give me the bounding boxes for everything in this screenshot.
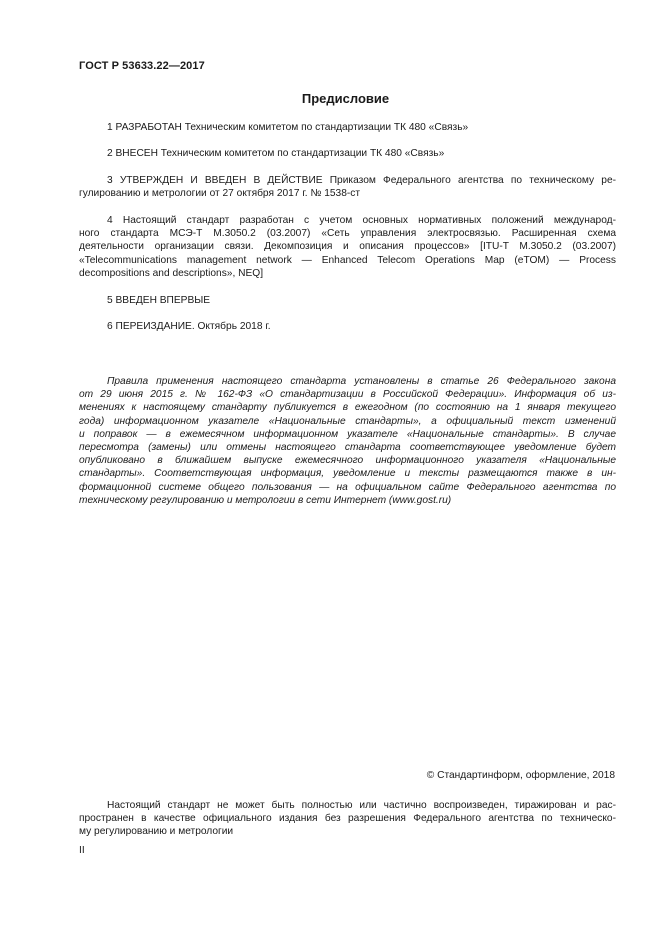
foreword-item-2 bbox=[79, 147, 616, 160]
foreword-item-line: ного стандарта МСЭ-Т М.3050.2 (03.2007) «Сеть управления электросвязью. Расширенная схема bbox=[79, 228, 616, 240]
rules-line: Правила применения настоящего стандарта установлены в статье 26 Федерального закона bbox=[107, 376, 616, 387]
rules-line: менениях к настоящему стандарту публикуется в ежегодном (по состоянию на 1 января текущего bbox=[79, 402, 616, 414]
rules-line: формационной системе общего пользования — на официальном сайте Федерального агентства по bbox=[79, 481, 616, 493]
foreword-item-line: decompositions and descriptions», NEQ] bbox=[79, 267, 264, 279]
copyright-notice: © Стандартинформ, оформление, 2018 bbox=[426, 770, 615, 781]
page-number: II bbox=[79, 845, 85, 856]
foreword-item-line: 1 РАЗРАБОТАН Техническим комитетом по стандартизации ТК 480 «Связь» bbox=[107, 122, 469, 133]
foreword-item-line: 2 ВНЕСЕН Техническим комитетом по стандартизации ТК 480 «Связь» bbox=[107, 148, 445, 159]
rules-line: опубликовано в ближайшем выпуске ежемесячного информационного указателя «Национальные bbox=[79, 455, 616, 467]
rules-line: техническому регулированию и метрологии в сети Интернет (www.gost.ru) bbox=[79, 494, 452, 506]
foreword-item-line: 5 ВВЕДЕН ВПЕРВЫЕ bbox=[107, 295, 211, 306]
foreword-item-4 bbox=[79, 214, 616, 280]
foreword-item-line: деятельности организации связи. Декомпозиция и описания процессов» [ITU-T M.3050.2 (03.2007) bbox=[79, 241, 616, 253]
foreword-item-line: 6 ПЕРЕИЗДАНИЕ. Октябрь 2018 г. bbox=[107, 321, 271, 332]
notice-line: Настоящий стандарт не может быть полностью или частично воспроизведен, тиражирован и рас- bbox=[107, 800, 616, 811]
rules-line: от 29 июня 2015 г. № 162-ФЗ «О стандартизации в Российской Федерации». Информация об из- bbox=[79, 389, 616, 401]
foreword-item-3 bbox=[79, 174, 616, 200]
foreword-item-6 bbox=[79, 320, 616, 333]
reproduction-notice bbox=[79, 799, 616, 839]
foreword-item-1 bbox=[79, 121, 616, 134]
foreword-item-5 bbox=[79, 294, 616, 307]
notice-line: пространен в качестве официального издания без разрешения Федерального агентства по техническо- bbox=[79, 813, 616, 825]
rules-line: стандарты». Соответствующая информация, уведомление и тексты размещаются также в ин- bbox=[79, 468, 616, 480]
rules-line: пересмотра (замены) или отмены настоящего стандарта соответствующее уведомление будет bbox=[79, 442, 616, 454]
notice-line: му регулированию и метрологии bbox=[79, 826, 234, 838]
page-title: Предисловие bbox=[301, 91, 390, 106]
document-code: ГОСТ Р 53633.22—2017 bbox=[79, 60, 205, 72]
rules-paragraph bbox=[79, 375, 616, 507]
foreword-item-line: 3 УТВЕРЖДЕН И ВВЕДЕН В ДЕЙСТВИЕ Приказом Федерального агентства по техническому ре- bbox=[107, 175, 616, 186]
foreword-item-line: гулированию и метрологии от 27 октября 2017 г. № 1538-ст bbox=[79, 188, 361, 200]
rules-line: года) информационном указателе «Национальные стандарты», а официальный текст изменений bbox=[79, 415, 616, 427]
foreword-item-line: «Telecommunications management network — Enhanced Telecom Operations Map (eTOM) — Process bbox=[79, 254, 616, 266]
foreword-item-line: 4 Настоящий стандарт разработан с учетом основных нормативных положений международ- bbox=[107, 215, 616, 226]
rules-line: и поправок — в ежемесячном информационном указателе «Национальные стандарты». В случае bbox=[79, 428, 616, 440]
